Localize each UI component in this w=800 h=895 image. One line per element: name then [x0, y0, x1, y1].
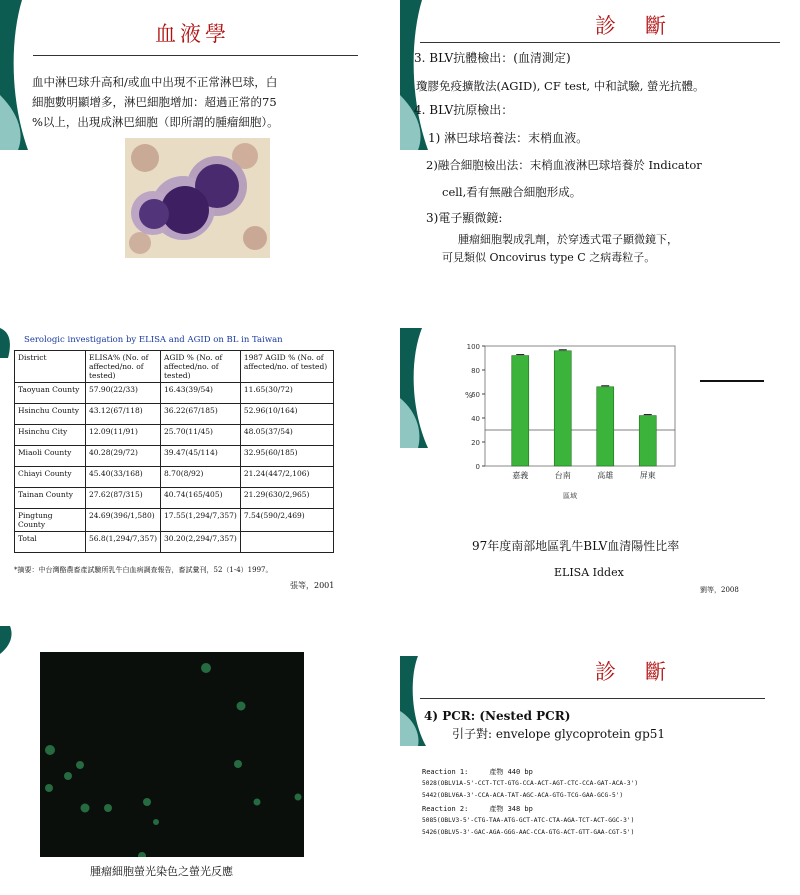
- table-cell: 21.24(447/2,106): [240, 467, 333, 488]
- table-cell: 57.90(22/33): [86, 383, 161, 404]
- slide-title: 診 斷: [595, 660, 670, 684]
- diagnosis-item: 瓊膠免疫擴散法(AGID), CF test, 中和試驗, 螢光抗體。: [416, 79, 705, 93]
- column-header: ELISA% (No. of affected/no. of tested): [86, 351, 161, 383]
- y-tick-label: 40: [471, 415, 480, 423]
- serology-table: [14, 350, 334, 553]
- table-cell: 40.28(29/72): [86, 446, 161, 467]
- pcr-primer: 引子對: envelope glycoprotein gp51: [452, 727, 666, 741]
- table-cell: 43.12(67/118): [86, 404, 161, 425]
- table-cell: 56.8(1,294/7,357): [86, 532, 161, 553]
- slide-blv-chart: [400, 298, 800, 596]
- diagnosis-item: 腫瘤細胞製成乳劑，於穿透式電子顯微鏡下，: [458, 233, 678, 246]
- x-tick-label: 高雄: [597, 471, 614, 480]
- table-cell: 40.74(165/405): [161, 488, 241, 509]
- diagnosis-item: cell,看有無融合細胞形成。: [442, 185, 582, 199]
- diagnosis-item: 3. BLV抗體檢出：(血清測定): [414, 51, 571, 65]
- column-header: District: [15, 351, 86, 383]
- fluorescence-image: [40, 652, 304, 857]
- diagnosis-item: 3)電子顯微鏡:: [426, 211, 503, 225]
- bar: [554, 351, 571, 466]
- table-cell: 16.43(39/54): [161, 383, 241, 404]
- table-row: [15, 446, 334, 467]
- slide-diagnosis-1: [400, 0, 800, 298]
- slide-fluorescence: [0, 596, 400, 894]
- column-header: AGID % (No. of affected/no. of tested): [161, 351, 241, 383]
- chart-caption: 97年度南部地區乳牛BLV血清陽性比率: [472, 539, 680, 553]
- table-cell: Tainan County: [15, 488, 86, 509]
- blood-smear-image: [125, 138, 270, 258]
- title-divider: [33, 55, 358, 56]
- y-tick-label: 60: [471, 391, 480, 399]
- table-row: [15, 509, 334, 532]
- pcr-sequence: 5426(OBLV5-3'-GAC-AGA-GGG-AAC-CCA-GTG-ACT-GTT-GAA-CGT-5'): [422, 829, 635, 836]
- pcr-sequence: 5028(OBLV1A-5'-CCT-TCT-GTG-CCA-ACT-AGT-CTC-CCA-GAT-ACA-3'): [422, 780, 639, 787]
- table-cell: 45.40(33/168): [86, 467, 161, 488]
- table-cell: 7.54(590/2,469): [240, 509, 333, 532]
- hematology-text: 血中淋巴球升高和/或血中出現不正常淋巴球，白 細胞數明顯增多，淋巴細胞增加：超過正常的75 %以上，出現成淋巴細胞（即所謂的腫瘤細胞）。: [32, 75, 279, 129]
- table-cell: [240, 532, 333, 553]
- x-tick-label: 嘉義: [512, 471, 529, 480]
- title-divider: [700, 380, 764, 382]
- slide-decoration: [400, 298, 440, 448]
- table-cell: 39.47(45/114): [161, 446, 241, 467]
- title-divider: [420, 698, 765, 699]
- x-tick-label: 台南: [554, 471, 571, 480]
- y-tick-label: 80: [471, 367, 480, 375]
- table-row: [15, 467, 334, 488]
- diagnosis-item: 1) 淋巴球培養法：末梢血液。: [428, 131, 589, 145]
- table-cell: Pingtung County: [15, 509, 86, 532]
- bar: [512, 356, 529, 466]
- table-row: [15, 425, 334, 446]
- slide-title: 診 斷: [595, 14, 670, 38]
- pcr-reaction-1: Reaction 1: 產物 440 bp: [422, 768, 533, 776]
- table-cell: 8.70(8/92): [161, 467, 241, 488]
- table-cell: Miaoli County: [15, 446, 86, 467]
- table-cell: 25.70(11/45): [161, 425, 241, 446]
- table-cell: 32.95(60/185): [240, 446, 333, 467]
- y-tick-label: 0: [475, 463, 480, 471]
- table-row: [15, 404, 334, 425]
- diagnosis-item: 可見類似 Oncovirus type C 之病毒粒子。: [442, 251, 656, 264]
- y-tick-label: 100: [466, 343, 480, 351]
- table-cell: 21.29(630/2,965): [240, 488, 333, 509]
- slide-title: 血液學: [155, 22, 230, 46]
- pcr-reaction-2: Reaction 2: 產物 348 bp: [422, 805, 533, 813]
- table-cell: 11.65(30/72): [240, 383, 333, 404]
- slide-hematology: [0, 0, 400, 298]
- x-axis-label: 區域: [563, 492, 577, 500]
- table-credit: 張等，2001: [290, 581, 335, 590]
- diagnosis-item: 4. BLV抗原檢出：: [414, 103, 514, 117]
- blv-bar-chart: [455, 336, 695, 506]
- table-row: [15, 488, 334, 509]
- table-cell: Chiayi County: [15, 467, 86, 488]
- slide-diagnosis-pcr: [400, 596, 800, 894]
- pcr-heading: 4) PCR: (Nested PCR): [424, 709, 571, 723]
- table-cell: 17.55(1,294/7,357): [161, 509, 241, 532]
- table-cell: Taoyuan County: [15, 383, 86, 404]
- fluorescence-caption: 腫瘤細胞螢光染色之螢光反應: [90, 865, 233, 878]
- slide-serology-table: [0, 298, 400, 596]
- table-cell: Total: [15, 532, 86, 553]
- y-tick-label: 20: [471, 439, 480, 447]
- table-row: [15, 532, 334, 553]
- x-tick-label: 屏東: [639, 471, 656, 480]
- table-cell: 36.22(67/185): [161, 404, 241, 425]
- slide-decoration: [0, 596, 30, 656]
- table-cell: Hsinchu County: [15, 404, 86, 425]
- slide-decoration: [0, 298, 20, 358]
- table-footnote: *摘要：中台灣酪農畜產試驗所乳牛白血病調查報告，畜試彙刊，52（1-4）1997。: [14, 566, 273, 574]
- table-cell: Hsinchu City: [15, 425, 86, 446]
- chart-method: ELISA Iddex: [554, 566, 624, 579]
- table-cell: 24.69(396/1,580): [86, 509, 161, 532]
- y-axis-label: %: [465, 391, 473, 400]
- table-row: [15, 383, 334, 404]
- table-cell: 52.96(10/164): [240, 404, 333, 425]
- table-cell: 27.62(87/315): [86, 488, 161, 509]
- column-header: 1987 AGID % (No. of affected/no. of tested): [240, 351, 333, 383]
- title-divider: [420, 42, 780, 43]
- table-cell: 12.09(11/91): [86, 425, 161, 446]
- bar: [597, 387, 614, 466]
- bar: [639, 416, 656, 466]
- table-caption: Serologic investigation by ELISA and AGID on BL in Taiwan: [24, 335, 283, 345]
- pcr-sequence: 5085(OBLV3-5'-CTG-TAA-ATG-GCT-ATC-CTA-AGA-TCT-ACT-GGC-3'): [422, 817, 635, 824]
- table-cell: 30.20(2,294/7,357): [161, 532, 241, 553]
- chart-credit: 劉等，2008: [700, 586, 739, 594]
- diagnosis-item: 2)融合細胞檢出法：末梢血液淋巴球培養於 Indicator: [426, 158, 702, 172]
- pcr-sequence: 5442(OBLV6A-3'-CCA-ACA-TAT-AGC-ACA-GTG-TCG-GAA-GCG-5'): [422, 792, 624, 799]
- table-cell: 48.05(37/54): [240, 425, 333, 446]
